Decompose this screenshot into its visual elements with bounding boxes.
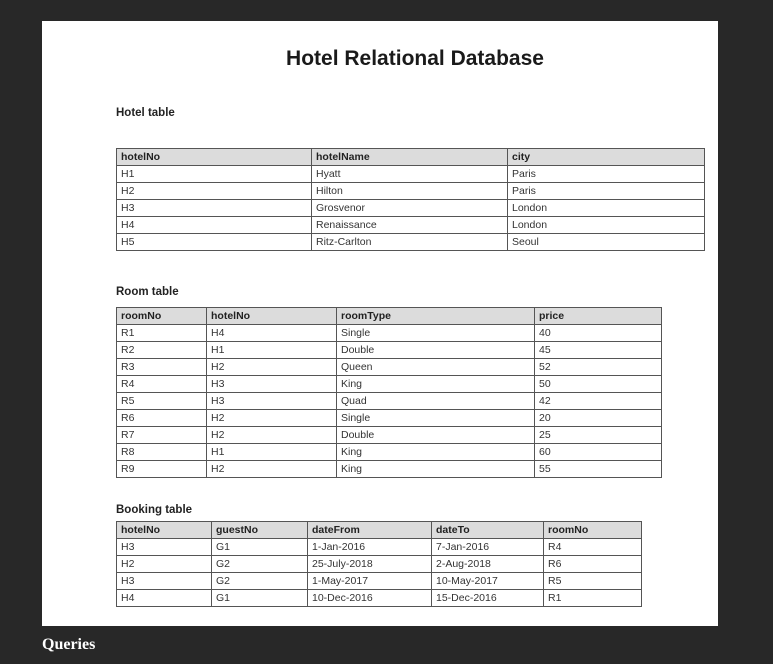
table-cell: Hilton <box>312 183 508 200</box>
table-cell: R5 <box>117 393 207 410</box>
table-cell: H4 <box>117 217 312 234</box>
table-cell: 10-Dec-2016 <box>308 590 432 607</box>
table-header-row <box>117 308 662 325</box>
column-header: roomType <box>337 308 535 325</box>
table-row <box>117 217 705 234</box>
table-cell: 25-July-2018 <box>308 556 432 573</box>
column-header: hotelNo <box>207 308 337 325</box>
room-table <box>116 307 662 478</box>
table-cell: Double <box>337 427 535 444</box>
table-cell: R8 <box>117 444 207 461</box>
table-cell: H1 <box>117 166 312 183</box>
table-cell: King <box>337 461 535 478</box>
table-header-row <box>117 522 642 539</box>
table-cell: London <box>508 200 705 217</box>
table-cell: R1 <box>544 590 642 607</box>
table-cell: H3 <box>207 376 337 393</box>
table-cell: 1-May-2017 <box>308 573 432 590</box>
table-cell: 1-Jan-2016 <box>308 539 432 556</box>
table-cell: Hyatt <box>312 166 508 183</box>
page-title: Hotel Relational Database <box>286 47 544 70</box>
table-cell: G1 <box>212 590 308 607</box>
table-row <box>117 444 662 461</box>
table-row <box>117 393 662 410</box>
table-cell: R4 <box>544 539 642 556</box>
room-table-label: Room table <box>116 286 179 298</box>
table-row <box>117 342 662 359</box>
column-header: roomNo <box>544 522 642 539</box>
table-cell: H1 <box>207 342 337 359</box>
table-cell: 7-Jan-2016 <box>432 539 544 556</box>
table-row <box>117 427 662 444</box>
table-cell: Seoul <box>508 234 705 251</box>
table-cell: 45 <box>535 342 662 359</box>
table-cell: R6 <box>544 556 642 573</box>
table-cell: H3 <box>207 393 337 410</box>
table-cell: Grosvenor <box>312 200 508 217</box>
table-cell: R5 <box>544 573 642 590</box>
table-row <box>117 461 662 478</box>
column-header: hotelName <box>312 149 508 166</box>
table-row <box>117 325 662 342</box>
table-cell: 52 <box>535 359 662 376</box>
table-cell: 40 <box>535 325 662 342</box>
table-cell: H1 <box>207 444 337 461</box>
table-cell: H5 <box>117 234 312 251</box>
table-row <box>117 234 705 251</box>
table-cell: H3 <box>117 539 212 556</box>
table-row <box>117 539 642 556</box>
table-cell: H2 <box>207 427 337 444</box>
table-cell: H4 <box>207 325 337 342</box>
table-cell: Single <box>337 325 535 342</box>
table-cell: King <box>337 444 535 461</box>
table-cell: R2 <box>117 342 207 359</box>
table-cell: H2 <box>207 359 337 376</box>
column-header: city <box>508 149 705 166</box>
document-page <box>42 21 718 626</box>
table-cell: G1 <box>212 539 308 556</box>
table-row <box>117 183 705 200</box>
table-cell: H3 <box>117 200 312 217</box>
table-cell: G2 <box>212 556 308 573</box>
table-cell: Paris <box>508 166 705 183</box>
table-cell: Renaissance <box>312 217 508 234</box>
column-header: price <box>535 308 662 325</box>
column-header: dateFrom <box>308 522 432 539</box>
table-cell: 25 <box>535 427 662 444</box>
table-cell: G2 <box>212 573 308 590</box>
table-cell: R6 <box>117 410 207 427</box>
table-cell: R7 <box>117 427 207 444</box>
column-header: roomNo <box>117 308 207 325</box>
booking-table-label: Booking table <box>116 504 193 516</box>
table-cell: 15-Dec-2016 <box>432 590 544 607</box>
queries-heading: Queries <box>42 636 96 653</box>
table-cell: Queen <box>337 359 535 376</box>
table-row <box>117 200 705 217</box>
table-cell: Ritz-Carlton <box>312 234 508 251</box>
table-cell: R4 <box>117 376 207 393</box>
table-cell: King <box>337 376 535 393</box>
table-row <box>117 556 642 573</box>
table-row <box>117 590 642 607</box>
column-header: hotelNo <box>117 149 312 166</box>
table-row <box>117 410 662 427</box>
table-row <box>117 376 662 393</box>
table-cell: R9 <box>117 461 207 478</box>
column-header: dateTo <box>432 522 544 539</box>
table-cell: H4 <box>117 590 212 607</box>
booking-table <box>116 521 642 607</box>
table-cell: Double <box>337 342 535 359</box>
table-cell: H3 <box>117 573 212 590</box>
table-cell: H2 <box>117 183 312 200</box>
hotel-table-label: Hotel table <box>116 107 175 119</box>
table-cell: H2 <box>207 461 337 478</box>
table-cell: 42 <box>535 393 662 410</box>
table-cell: 2-Aug-2018 <box>432 556 544 573</box>
table-row <box>117 166 705 183</box>
table-cell: Quad <box>337 393 535 410</box>
table-cell: H2 <box>207 410 337 427</box>
table-cell: London <box>508 217 705 234</box>
table-row <box>117 359 662 376</box>
hotel-table <box>116 148 705 251</box>
table-header-row <box>117 149 705 166</box>
table-cell: 20 <box>535 410 662 427</box>
table-cell: Single <box>337 410 535 427</box>
table-cell: Paris <box>508 183 705 200</box>
table-cell: 55 <box>535 461 662 478</box>
table-cell: 50 <box>535 376 662 393</box>
table-cell: 60 <box>535 444 662 461</box>
table-row <box>117 573 642 590</box>
column-header: hotelNo <box>117 522 212 539</box>
table-cell: H2 <box>117 556 212 573</box>
table-cell: 10-May-2017 <box>432 573 544 590</box>
column-header: guestNo <box>212 522 308 539</box>
table-cell: R3 <box>117 359 207 376</box>
table-cell: R1 <box>117 325 207 342</box>
